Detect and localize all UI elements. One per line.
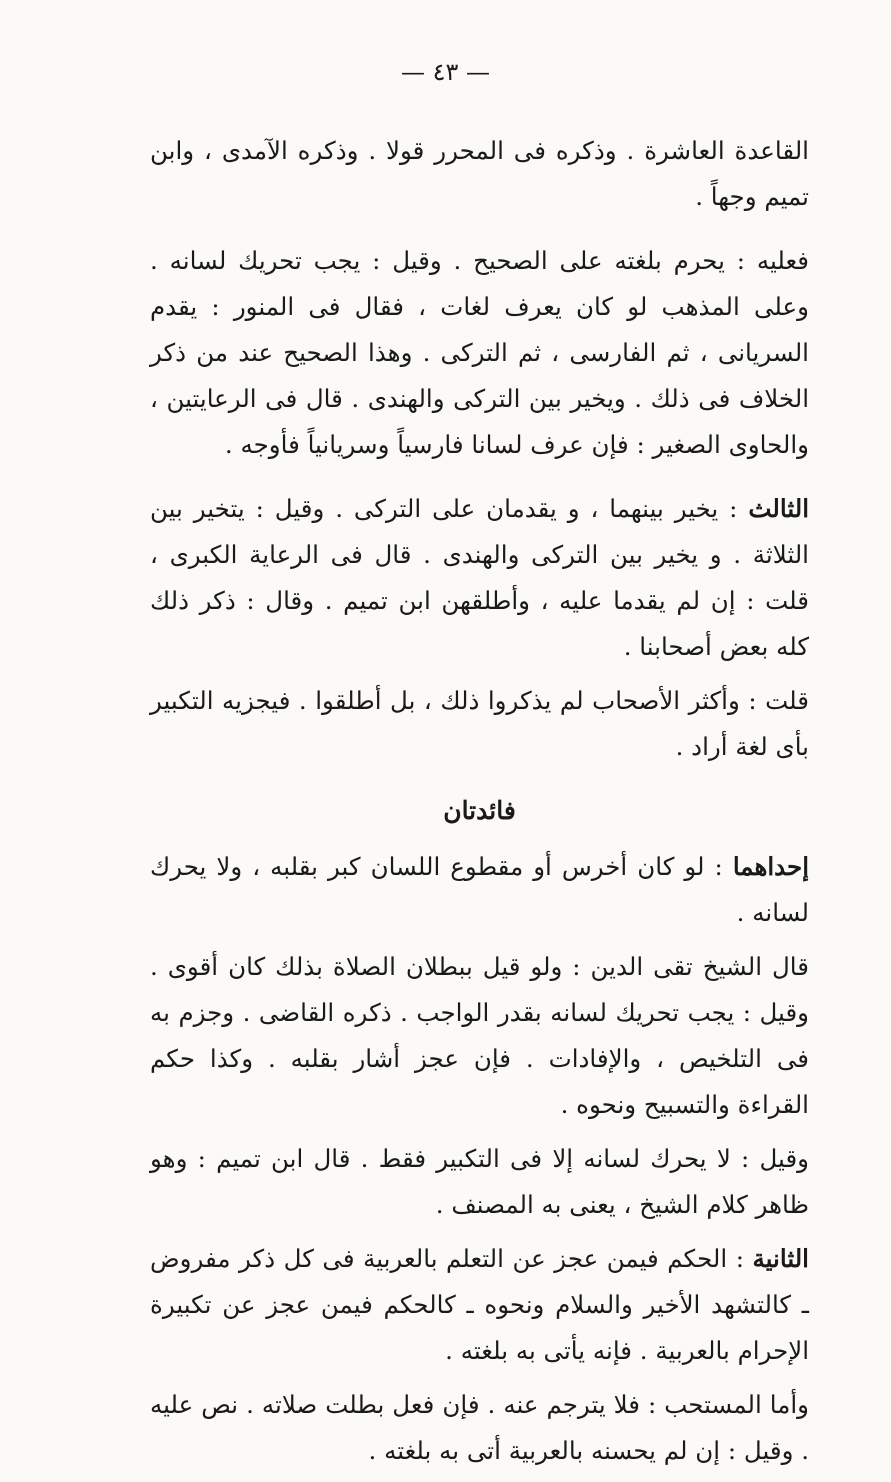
paragraph-5-text: : لو كان أخرس أو مقطوع اللسان كبر بقلبه ، ولا يحرك لسانه .: [150, 852, 809, 927]
paragraph-6: قال الشيخ تقى الدين : ولو قيل ببطلان الصلاة بذلك كان أقوى . وقيل : يجب تحريك لسانه بقدر الواجب . ذكره القاضى . وجزم به فى التلخيص ، والإفادات . فإن عجز أشار بقلبه . وكذا حكم القراءة والتسبيح ونحوه .: [150, 952, 809, 1119]
body-text: [150, 128, 809, 1482]
page-number: — ٤٣ —: [400, 58, 491, 86]
paragraph-8: [150, 1236, 809, 1374]
paragraph-5-lead: إحداهما: [732, 852, 809, 881]
paragraph-5: [150, 844, 809, 936]
paragraph-3-text: : يخير بينهما ، و يقدمان على التركى . وقيل : يتخير بين الثلاثة . و يخير بين التركى والهندى . قال فى الرعاية الكبرى ، قلت : إن لم يقدما عليه ، وأطلقهن ابن تميم . وقال : ذكر ذلك كله بعض أصحابنا .: [150, 494, 809, 661]
paragraph-4: قلت : وأكثر الأصحاب لم يذكروا ذلك ، بل أطلقوا . فيجزيه التكبير بأى لغة أراد .: [150, 686, 809, 761]
paragraph-7: وقيل : لا يحرك لسانه إلا فى التكبير فقط . قال ابن تميم : وهو ظاهر كلام الشيخ ، يعنى به المصنف .: [150, 1144, 809, 1219]
paragraph-1: القاعدة العاشرة . وذكره فى المحرر قولا . وذكره الآمدى ، وابن تميم وجهاً .: [150, 136, 809, 211]
paragraph-9: وأما المستحب : فلا يترجم عنه . فإن فعل بطلت صلاته . نص عليه . وقيل : إن لم يحسنه بالعربية أتى به بلغته .: [150, 1390, 809, 1465]
paragraph-8-text: : الحكم فيمن عجز عن التعلم بالعربية فى كل ذكر مفروض ـ كالتشهد الأخير والسلام ونحوه ـ كالحكم فيمن عجز عن تكبيرة الإحرام بالعربية . فإنه يأتى به بلغته .: [150, 1244, 809, 1365]
paragraph-3-lead: الثالث: [748, 494, 809, 523]
section-heading: فائدتان: [443, 796, 516, 825]
paragraph-3: [150, 486, 809, 670]
paragraph-2: فعليه : يحرم بلغته على الصحيح . وقيل : يجب تحريك لسانه . وعلى المذهب لو كان يعرف لغات ، فقال فى المنور : يقدم السريانى ، ثم الفارسى ، ثم التركى . وهذا الصحيح عند من ذكر الخلاف فى ذلك . ويخير بين التركى والهندى . قال فى الرعايتين ، والحاوى الصغير : فإن عرف لسانا فارسياً وسريانياً فأوجه .: [150, 246, 809, 459]
paragraph-8-lead: الثانية: [752, 1244, 809, 1273]
